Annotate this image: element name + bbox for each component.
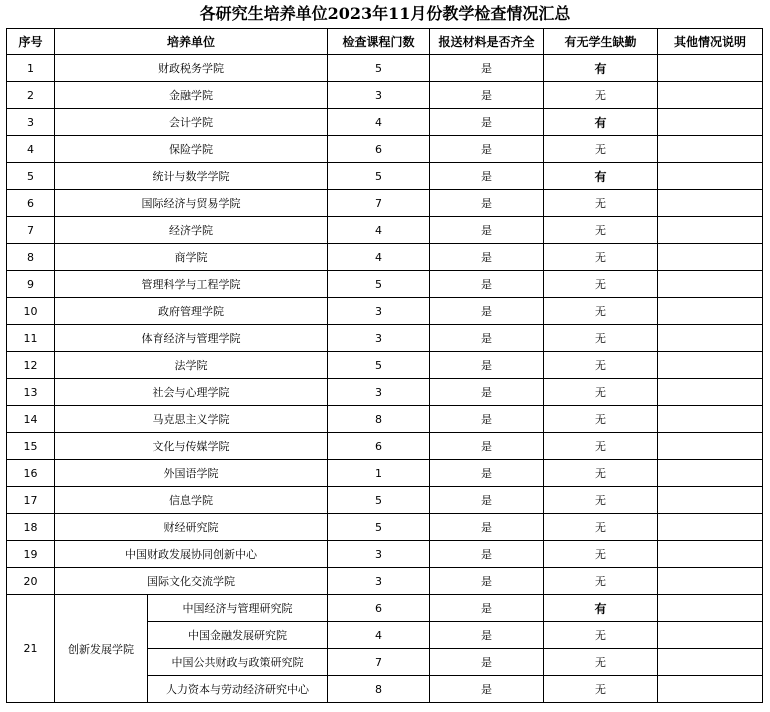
row-materials-complete: 是: [430, 676, 544, 703]
row-other-notes: [658, 649, 763, 676]
table-row: [7, 55, 763, 82]
row-unit: 中国财政发展协同创新中心: [55, 541, 328, 568]
row-materials-complete: 是: [430, 568, 544, 595]
table-row: [7, 568, 763, 595]
row-absence: 无: [544, 298, 658, 325]
row-absence: 无: [544, 649, 658, 676]
row-sub-unit: 中国经济与管理研究院: [148, 595, 328, 622]
row-absence: 无: [544, 676, 658, 703]
row-materials-complete: 是: [430, 109, 544, 136]
row-index: 21: [7, 595, 55, 703]
row-other-notes: [658, 514, 763, 541]
table-row: [7, 352, 763, 379]
header-absence: 有无学生缺勤: [544, 29, 658, 55]
table-row: [7, 217, 763, 244]
row-course-count: 3: [328, 568, 430, 595]
row-course-count: 6: [328, 136, 430, 163]
row-absence: 无: [544, 325, 658, 352]
row-materials-complete: 是: [430, 271, 544, 298]
row-course-count: 6: [328, 595, 430, 622]
row-absence: 无: [544, 271, 658, 298]
header-other-notes: 其他情况说明: [658, 29, 763, 55]
row-other-notes: [658, 55, 763, 82]
row-index: 16: [7, 460, 55, 487]
row-unit: 统计与数学学院: [55, 163, 328, 190]
row-index: 10: [7, 298, 55, 325]
row-absence: 有: [544, 109, 658, 136]
row-course-count: 4: [328, 622, 430, 649]
row-course-count: 3: [328, 325, 430, 352]
row-unit: 保险学院: [55, 136, 328, 163]
row-index: 3: [7, 109, 55, 136]
row-absence: 无: [544, 136, 658, 163]
table-row: [7, 244, 763, 271]
row-other-notes: [658, 676, 763, 703]
header-course-count: 检查课程门数: [328, 29, 430, 55]
row-unit: 法学院: [55, 352, 328, 379]
row-unit: 马克思主义学院: [55, 406, 328, 433]
row-other-notes: [658, 244, 763, 271]
row-course-count: 7: [328, 649, 430, 676]
row-unit: 财经研究院: [55, 514, 328, 541]
row-materials-complete: 是: [430, 379, 544, 406]
row-materials-complete: 是: [430, 298, 544, 325]
row-sub-unit: 中国金融发展研究院: [148, 622, 328, 649]
row-materials-complete: 是: [430, 136, 544, 163]
row-other-notes: [658, 325, 763, 352]
row-course-count: 6: [328, 433, 430, 460]
row-index: 2: [7, 82, 55, 109]
row-index: 15: [7, 433, 55, 460]
table-row: [7, 487, 763, 514]
row-materials-complete: 是: [430, 541, 544, 568]
row-absence: 无: [544, 541, 658, 568]
row-materials-complete: 是: [430, 325, 544, 352]
row-course-count: 5: [328, 271, 430, 298]
row-unit: 国际文化交流学院: [55, 568, 328, 595]
row-absence: 无: [544, 190, 658, 217]
row-index: 7: [7, 217, 55, 244]
row-other-notes: [658, 109, 763, 136]
header-unit: 培养单位: [55, 29, 328, 55]
row-absence: 有: [544, 163, 658, 190]
row-materials-complete: 是: [430, 514, 544, 541]
row-unit: 会计学院: [55, 109, 328, 136]
row-other-notes: [658, 298, 763, 325]
header-index: 序号: [7, 29, 55, 55]
row-absence: 无: [544, 244, 658, 271]
row-materials-complete: 是: [430, 82, 544, 109]
header-row: [7, 29, 763, 55]
table-row: [7, 433, 763, 460]
row-course-count: 8: [328, 676, 430, 703]
row-other-notes: [658, 352, 763, 379]
row-unit: 经济学院: [55, 217, 328, 244]
table-row: [7, 325, 763, 352]
table-row: [7, 541, 763, 568]
row-index: 18: [7, 514, 55, 541]
row-course-count: 5: [328, 352, 430, 379]
table-row: [7, 379, 763, 406]
table-row: [7, 460, 763, 487]
row-materials-complete: 是: [430, 244, 544, 271]
row-index: 5: [7, 163, 55, 190]
row-course-count: 4: [328, 109, 430, 136]
row-materials-complete: 是: [430, 55, 544, 82]
table-row: [7, 190, 763, 217]
row-course-count: 3: [328, 298, 430, 325]
row-absence: 无: [544, 82, 658, 109]
row-other-notes: [658, 217, 763, 244]
table-row: [7, 406, 763, 433]
row-materials-complete: 是: [430, 217, 544, 244]
table-row: [7, 82, 763, 109]
row-index: 6: [7, 190, 55, 217]
row-materials-complete: 是: [430, 352, 544, 379]
row-unit: 信息学院: [55, 487, 328, 514]
row-unit: 财政税务学院: [55, 55, 328, 82]
row-index: 4: [7, 136, 55, 163]
row-absence: 有: [544, 595, 658, 622]
row-course-count: 5: [328, 55, 430, 82]
header-materials-complete: 报送材料是否齐全: [430, 29, 544, 55]
page-title: 各研究生培养单位2023年11月份教学检查情况汇总: [199, 4, 571, 23]
row-sub-unit: 人力资本与劳动经济研究中心: [148, 676, 328, 703]
row-absence: 无: [544, 406, 658, 433]
row-other-notes: [658, 163, 763, 190]
row-materials-complete: 是: [430, 487, 544, 514]
row-course-count: 4: [328, 217, 430, 244]
row-sub-unit: 中国公共财政与政策研究院: [148, 649, 328, 676]
row-other-notes: [658, 595, 763, 622]
row-other-notes: [658, 190, 763, 217]
row-absence: 有: [544, 55, 658, 82]
row-other-notes: [658, 433, 763, 460]
row-materials-complete: 是: [430, 433, 544, 460]
row-other-notes: [658, 568, 763, 595]
row-other-notes: [658, 460, 763, 487]
row-course-count: 7: [328, 190, 430, 217]
row-absence: 无: [544, 514, 658, 541]
row-absence: 无: [544, 487, 658, 514]
row-index: 1: [7, 55, 55, 82]
row-course-count: 5: [328, 163, 430, 190]
row-unit: 政府管理学院: [55, 298, 328, 325]
row-materials-complete: 是: [430, 622, 544, 649]
row-absence: 无: [544, 460, 658, 487]
row-materials-complete: 是: [430, 649, 544, 676]
table-row: [7, 109, 763, 136]
row-absence: 无: [544, 217, 658, 244]
row-absence: 无: [544, 379, 658, 406]
row-index: 19: [7, 541, 55, 568]
table-row: [7, 271, 763, 298]
row-index: 8: [7, 244, 55, 271]
row-unit: 体育经济与管理学院: [55, 325, 328, 352]
row-other-notes: [658, 271, 763, 298]
row-index: 12: [7, 352, 55, 379]
table-row: [7, 514, 763, 541]
row-absence: 无: [544, 433, 658, 460]
row-unit: 文化与传媒学院: [55, 433, 328, 460]
row-materials-complete: 是: [430, 406, 544, 433]
row-materials-complete: 是: [430, 595, 544, 622]
row-absence: 无: [544, 622, 658, 649]
row-other-notes: [658, 379, 763, 406]
table-row: [7, 595, 763, 622]
row-unit: 社会与心理学院: [55, 379, 328, 406]
row-index: 9: [7, 271, 55, 298]
row-course-count: 4: [328, 244, 430, 271]
row-course-count: 3: [328, 541, 430, 568]
row-index: 11: [7, 325, 55, 352]
row-other-notes: [658, 541, 763, 568]
row-other-notes: [658, 487, 763, 514]
row-materials-complete: 是: [430, 163, 544, 190]
row-absence: 无: [544, 352, 658, 379]
summary-table: [6, 28, 763, 703]
row-course-count: 5: [328, 514, 430, 541]
row-course-count: 3: [328, 379, 430, 406]
row-unit: 管理科学与工程学院: [55, 271, 328, 298]
row-course-count: 5: [328, 487, 430, 514]
row-unit: 商学院: [55, 244, 328, 271]
row-unit: 国际经济与贸易学院: [55, 190, 328, 217]
table-row: [7, 136, 763, 163]
row-other-notes: [658, 136, 763, 163]
row-unit: 创新发展学院: [55, 595, 148, 703]
row-course-count: 3: [328, 82, 430, 109]
row-index: 17: [7, 487, 55, 514]
row-index: 14: [7, 406, 55, 433]
row-materials-complete: 是: [430, 190, 544, 217]
row-other-notes: [658, 622, 763, 649]
row-index: 13: [7, 379, 55, 406]
row-index: 20: [7, 568, 55, 595]
table-row: [7, 298, 763, 325]
table-row: [7, 163, 763, 190]
row-course-count: 8: [328, 406, 430, 433]
row-absence: 无: [544, 568, 658, 595]
row-unit: 金融学院: [55, 82, 328, 109]
row-materials-complete: 是: [430, 460, 544, 487]
row-course-count: 1: [328, 460, 430, 487]
row-other-notes: [658, 82, 763, 109]
row-other-notes: [658, 406, 763, 433]
row-unit: 外国语学院: [55, 460, 328, 487]
